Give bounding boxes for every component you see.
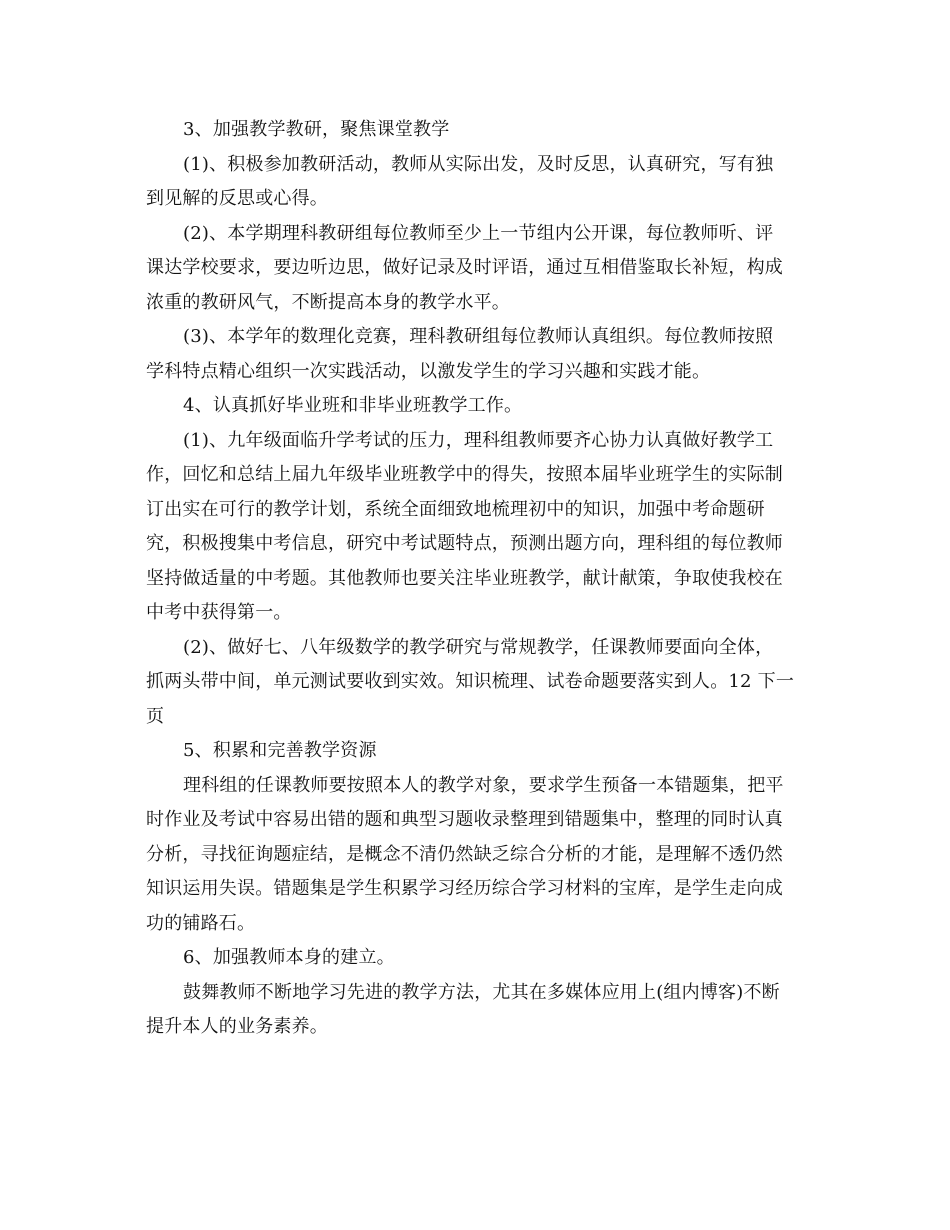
text-line: 知识运用失误。错题集是学生积累学习经历综合学习材料的宝库，是学生走向成 (146, 878, 783, 899)
text-line: 5、积累和完善教学资源 (183, 740, 377, 761)
text-line: 究，积极搜集中考信息，研究中考试题特点，预测出题方向，理科组的每位教师 (146, 533, 783, 554)
text-line: 作，回忆和总结上届九年级毕业班教学中的得失，按照本届毕业班学生的实际制 (146, 464, 783, 485)
text-line: 4、认真抓好毕业班和非毕业班教学工作。 (183, 395, 523, 416)
text-line: 提升本人的业务素养。 (146, 1016, 328, 1037)
text-line: 浓重的教研风气，不断提高本身的教学水平。 (146, 291, 510, 313)
text-line: 页 (146, 705, 165, 727)
document-body (146, 113, 806, 1045)
text-line: (1)、九年级面临升学考试的压力，理科组教师要齐心协力认真做好教学工 (183, 429, 774, 451)
text-line: 中考中获得第一。 (146, 602, 292, 623)
text-line: 订出实在可行的教学计划，系统全面细致地梳理初中的知识，加强中考命题研 (146, 498, 765, 520)
text-line: 3、加强教学教研，聚焦课堂教学 (183, 119, 450, 140)
text-line: 到见解的反思或心得。 (146, 188, 328, 209)
text-line: 抓两头带中间，单元测试要收到实效。知识梳理、试卷命题要落实到人。12 下一 (146, 671, 795, 692)
text-line: (2)、本学期理科教研组每位教师至少上一节组内公开课，每位教师听、评 (183, 222, 774, 244)
text-line: 理科组的任课教师要按照本人的教学对象，要求学生预备一本错题集，把平 (183, 774, 784, 796)
text-line: 6、加强教师本身的建立。 (183, 947, 395, 968)
text-line: 课达学校要求，要边听边思，做好记录及时评语，通过互相借鉴取长补短，构成 (146, 257, 783, 278)
text-line: 功的铺路石。 (146, 912, 256, 934)
text-line: 学科特点精心组织一次实践活动，以激发学生的学习兴趣和实践才能。 (146, 360, 711, 382)
text-line: (3)、本学年的数理化竞赛，理科教研组每位教师认真组织。每位教师按照 (183, 326, 774, 347)
text-line: 鼓舞教师不断地学习先进的教学方法，尤其在多媒体应用上(组内博客)不断 (183, 981, 780, 1003)
text-line: (1)、积极参加教研活动，教师从实际出发，及时反思，认真研究，写有独 (183, 153, 774, 175)
text-line: 坚持做适量的中考题。其他教师也要关注毕业班教学，献计献策，争取使我校在 (146, 567, 783, 589)
text-line: (2)、做好七、八年级数学的教学研究与常规教学，任课教师要面向全体， (183, 636, 774, 658)
text-line: 时作业及考试中容易出错的题和典型习题收录整理到错题集中，整理的同时认真 (146, 809, 783, 830)
text-line: 分析，寻找征询题症结，是概念不清仍然缺乏综合分析的才能，是理解不透仍然 (146, 843, 783, 865)
